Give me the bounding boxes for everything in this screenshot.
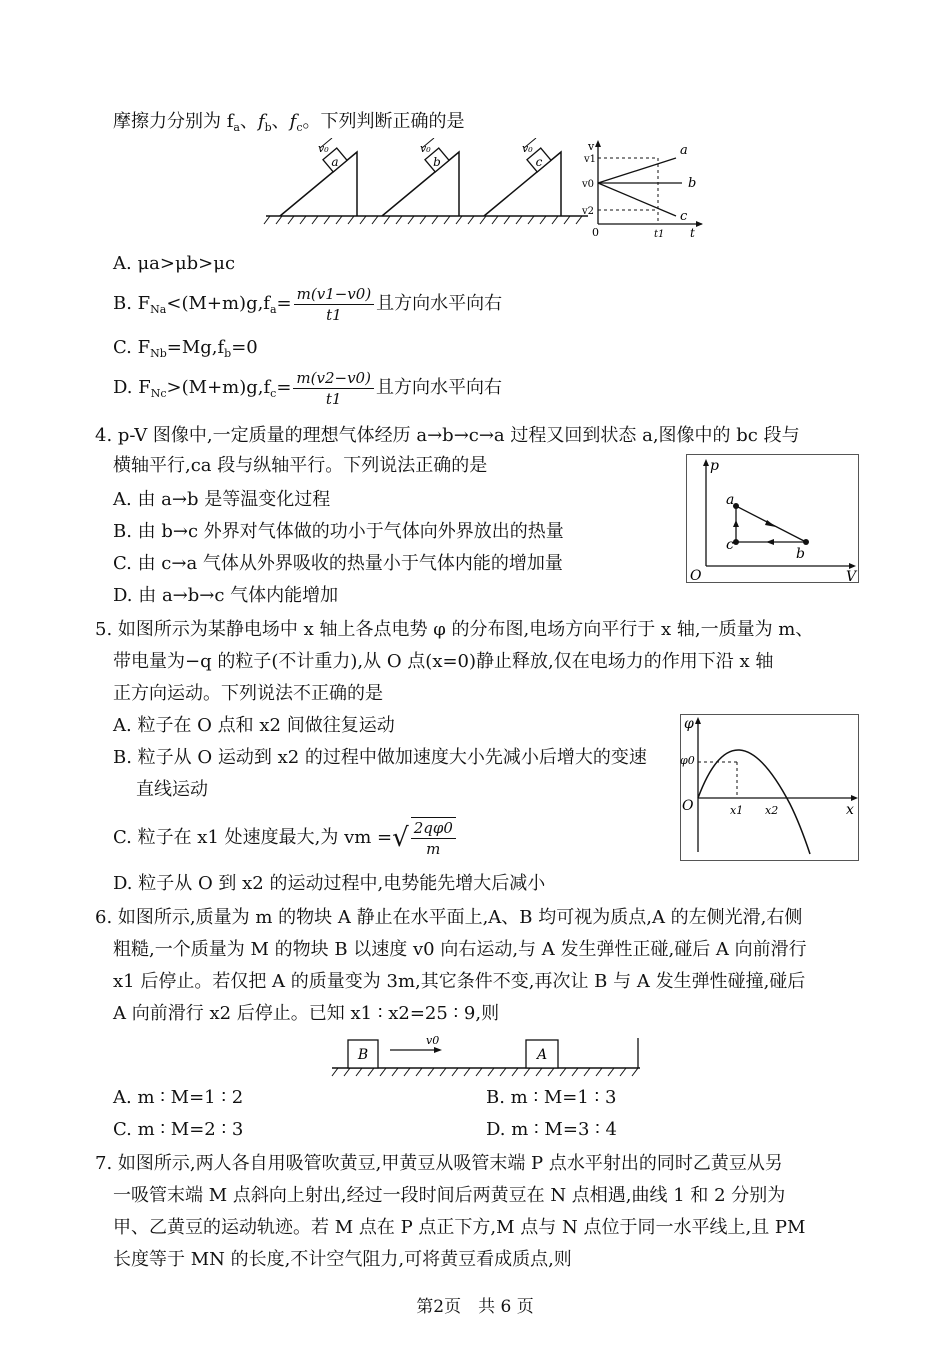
svg-text:a: a bbox=[331, 155, 339, 169]
q3-option-a: A. μa>μb>μc bbox=[113, 253, 236, 274]
svg-text:v0: v0 bbox=[582, 179, 595, 190]
q6-stem-3: x1 后停止。若仅把 A 的质量变为 3m,其它条件不变,再次让 B 与 A 发生弹性碰撞,碰后 bbox=[113, 971, 806, 992]
svg-text:t1: t1 bbox=[654, 229, 665, 240]
q5-stem-2: 带电量为−q 的粒子(不计重力),从 O 点(x=0)静止释放,仅在电场力的作用下沿 x 轴 bbox=[113, 651, 774, 672]
q3-intro: 摩擦力分别为 $f_a$、$f_b$、$f_c$。下列判断正确的是 bbox=[113, 111, 465, 134]
svg-text:v1: v1 bbox=[584, 154, 597, 165]
q6-option-d: D. m ∶ M=3 ∶ 4 bbox=[486, 1119, 617, 1140]
svg-text:v₀: v₀ bbox=[420, 142, 431, 155]
q4-option-a: A. 由 a→b 是等温变化过程 bbox=[113, 489, 331, 510]
q6-collision-figure bbox=[328, 1034, 644, 1080]
q7-stem-3: 甲、乙黄豆的运动轨迹。若 M 点在 P 点正下方,M 点与 N 点位于同一水平线上,且 PM bbox=[113, 1217, 806, 1238]
q4-stem-2: 横轴平行,ca 段与纵轴平行。下列说法正确的是 bbox=[113, 455, 488, 476]
svg-text:x2: x2 bbox=[765, 804, 779, 817]
q6-option-b: B. m ∶ M=1 ∶ 3 bbox=[486, 1087, 617, 1108]
vt-graph bbox=[581, 140, 703, 240]
q7-stem-1: 7. 如图所示,两人各自用吸管吹黄豆,甲黄豆从吸管末端 P 点水平射出的同时乙黄豆从另 bbox=[95, 1153, 783, 1174]
q3-option-d: D. $F_{Nc}>(M+m)g,f_c=$ $\frac{m(v2-v0)}{t1}$ 且方向水平向右 bbox=[113, 368, 502, 408]
svg-text:O: O bbox=[690, 568, 702, 584]
q4-option-b: B. 由 b→c 外界对气体做的功小于气体向外界放出的热量 bbox=[113, 521, 564, 542]
q4-stem-1: 4. p-V 图像中,一定质量的理想气体经历 a→b→c→a 过程又回到状态 a,图像中的 bc 段与 bbox=[95, 425, 800, 446]
q6-option-c: C. m ∶ M=2 ∶ 3 bbox=[113, 1119, 244, 1140]
q3-option-b: B. $F_{Na}<(M+m)g,f_a=$ $\frac{m(v1-v0)}{t1}$ 且方向水平向右 bbox=[113, 284, 503, 324]
page-footer: 第2页 共 6 页 bbox=[416, 1297, 534, 1317]
svg-text:p: p bbox=[710, 458, 719, 474]
svg-text:a: a bbox=[680, 143, 688, 158]
q5-stem-1: 5. 如图所示为某静电场中 x 轴上各点电势 φ 的分布图,电场方向平行于 x 轴,一质量为 m、 bbox=[95, 619, 814, 640]
svg-text:A: A bbox=[536, 1047, 548, 1063]
q6-stem-2: 粗糙,一个质量为 M 的物块 B 以速度 v0 向右运动,与 A 发生弹性正碰,碰后 A 向前滑行 bbox=[113, 939, 807, 960]
svg-text:v2: v2 bbox=[582, 206, 595, 217]
q5-stem-3: 正方向运动。下列说法不正确的是 bbox=[113, 683, 383, 704]
q5-option-c: C. 粒子在 x1 处速度最大,为 vm =√ $\frac{2q\varphi 0}{m}$ bbox=[113, 816, 458, 860]
svg-text:c: c bbox=[680, 209, 688, 224]
q6-stem-4: A 向前滑行 x2 后停止。已知 x1 ∶ x2=25 ∶ 9,则 bbox=[113, 1003, 500, 1024]
q3-incline-figure bbox=[262, 138, 704, 242]
svg-text:b: b bbox=[688, 176, 697, 191]
svg-text:v₀: v₀ bbox=[318, 142, 329, 155]
q5-option-a: A. 粒子在 O 点和 x2 间做往复运动 bbox=[113, 715, 395, 736]
svg-text:b: b bbox=[796, 546, 805, 562]
q6-option-a: A. m ∶ M=1 ∶ 2 bbox=[113, 1087, 244, 1108]
svg-text:O: O bbox=[682, 798, 694, 814]
svg-text:v: v bbox=[588, 140, 595, 153]
svg-text:φ: φ bbox=[684, 716, 694, 732]
svg-text:x: x bbox=[846, 802, 854, 818]
q4-option-d: D. 由 a→b→c 气体内能增加 bbox=[113, 585, 339, 606]
svg-text:a: a bbox=[726, 492, 735, 508]
svg-text:v₀: v₀ bbox=[522, 142, 533, 155]
q3-option-c: C. $F_{Nb}=Mg,f_b=0$ bbox=[113, 337, 258, 360]
svg-text:V: V bbox=[846, 569, 857, 584]
svg-text:c: c bbox=[726, 537, 734, 553]
svg-text:φ0: φ0 bbox=[680, 754, 695, 767]
q5-option-d: D. 粒子从 O 到 x2 的运动过程中,电势能先增大后减小 bbox=[113, 873, 546, 894]
q5-option-b-2: 直线运动 bbox=[136, 779, 208, 800]
q4-option-c: C. 由 c→a 气体从外界吸收的热量小于气体内能的增加量 bbox=[113, 553, 563, 574]
svg-text:x1: x1 bbox=[730, 804, 744, 817]
q5-option-b-1: B. 粒子从 O 运动到 x2 的过程中做加速度大小先减小后增大的变速 bbox=[113, 747, 647, 768]
svg-text:B: B bbox=[357, 1047, 369, 1063]
svg-text:0: 0 bbox=[592, 226, 599, 239]
svg-text:t: t bbox=[690, 226, 695, 240]
q7-stem-2: 一吸管末端 M 点斜向上射出,经过一段时间后两黄豆在 N 点相遇,曲线 1 和 2 分别为 bbox=[113, 1185, 786, 1206]
svg-text:v0: v0 bbox=[426, 1034, 440, 1047]
q4-pv-graph bbox=[686, 454, 860, 584]
q7-stem-4: 长度等于 MN 的长度,不计空气阻力,可将黄豆看成质点,则 bbox=[113, 1249, 572, 1270]
q6-stem-1: 6. 如图所示,质量为 m 的物块 A 静止在水平面上,A、B 均可视为质点,A 的左侧光滑,右侧 bbox=[95, 907, 803, 928]
svg-text:b: b bbox=[433, 155, 441, 169]
svg-text:c: c bbox=[535, 155, 543, 169]
q5-potential-graph bbox=[680, 714, 860, 862]
